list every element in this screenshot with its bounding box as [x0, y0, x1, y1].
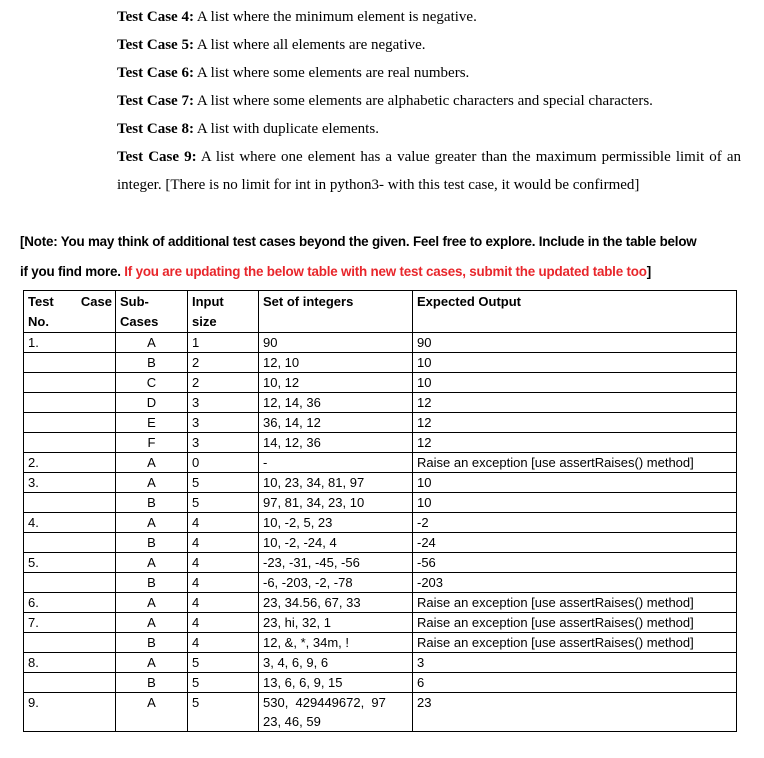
cell-expected-output: 10: [413, 473, 737, 493]
cell-integer-set: -6, -203, -2, -78: [259, 573, 413, 593]
test-case-text: A list where some elements are real numbers.: [196, 65, 470, 81]
note-line-1: [20, 233, 744, 251]
cell-sub-case: B: [116, 353, 188, 373]
cell-integer-set: -23, -31, -45, -56: [259, 553, 413, 573]
test-case-text: A list with duplicate elements.: [196, 121, 379, 137]
cell-test-no: [24, 413, 116, 433]
test-case-text: A list where the minimum element is negative.: [196, 9, 477, 25]
cell-input-size: 4: [188, 613, 259, 633]
cell-test-no: [24, 533, 116, 553]
cell-sub-case: A: [116, 333, 188, 353]
cell-test-no: [24, 393, 116, 413]
cell-sub-case: A: [116, 693, 188, 732]
cell-input-size: 1: [188, 333, 259, 353]
table-row: [24, 553, 737, 573]
table-row: [24, 473, 737, 493]
cell-integer-set: 3, 4, 6, 9, 6: [259, 653, 413, 673]
cell-test-no: 4.: [24, 513, 116, 533]
table-header-row: [24, 291, 737, 333]
table-row: [24, 533, 737, 553]
cell-sub-case: A: [116, 473, 188, 493]
cell-expected-output: -203: [413, 573, 737, 593]
cell-sub-case: B: [116, 673, 188, 693]
header-no-word: No.: [28, 314, 49, 329]
test-case-label: Test Case 9:: [117, 149, 197, 165]
cell-integer-set: 10, -2, 5, 23: [259, 513, 413, 533]
test-case-9: [117, 143, 741, 199]
cell-test-no: 1.: [24, 333, 116, 353]
cell-expected-output: 3: [413, 653, 737, 673]
cell-test-no: [24, 493, 116, 513]
cell-input-size: 5: [188, 673, 259, 693]
cell-integer-set: 14, 12, 36: [259, 433, 413, 453]
cell-expected-output: 90: [413, 333, 737, 353]
test-case-label: Test Case 6:: [117, 65, 194, 81]
cell-expected-output: 10: [413, 353, 737, 373]
cell-integer-set: 23, 34.56, 67, 33: [259, 593, 413, 613]
table-row: [24, 673, 737, 693]
cell-integer-set: 10, 23, 34, 81, 97: [259, 473, 413, 493]
cell-integer-set: [259, 693, 413, 732]
table-row: [24, 333, 737, 353]
cell-input-size: 2: [188, 373, 259, 393]
cell-input-size: 2: [188, 353, 259, 373]
cell-sub-case: A: [116, 593, 188, 613]
header-cases-word: Cases: [120, 314, 159, 329]
header-input-size: [188, 291, 259, 333]
cell-sub-case: A: [116, 613, 188, 633]
cell-expected-output: -56: [413, 553, 737, 573]
cell-sub-case: E: [116, 413, 188, 433]
test-case-label: Test Case 4:: [117, 9, 194, 25]
table-row: [24, 633, 737, 653]
cell-test-no: [24, 673, 116, 693]
note-text: [Note: You may think of additional test cases beyond the given. Feel free to explore. Include in the table below: [20, 234, 697, 249]
cell-input-size: 0: [188, 453, 259, 473]
cell-input-size: 3: [188, 413, 259, 433]
cell-test-no: 7.: [24, 613, 116, 633]
cell-test-no: [24, 573, 116, 593]
table-row: [24, 613, 737, 633]
header-sub-cases: [116, 291, 188, 333]
cell-sub-case: D: [116, 393, 188, 413]
cell-expected-output: 10: [413, 493, 737, 513]
table-row: [24, 653, 737, 673]
test-case-4: [117, 8, 477, 26]
cell-sub-case: A: [116, 553, 188, 573]
header-sub-word: Sub-: [120, 294, 149, 309]
cell-expected-output: 23: [413, 693, 737, 732]
cell-expected-output: -24: [413, 533, 737, 553]
test-case-8: [117, 120, 379, 138]
cell-expected-output: Raise an exception [use assertRaises() method]: [413, 593, 737, 613]
table-row: [24, 573, 737, 593]
cell-expected-output: Raise an exception [use assertRaises() method]: [413, 633, 737, 653]
cell-expected-output: Raise an exception [use assertRaises() method]: [413, 613, 737, 633]
cell-sub-case: A: [116, 513, 188, 533]
header-test-case-no: [24, 291, 116, 333]
cell-test-no: [24, 433, 116, 453]
header-case-word: Case: [80, 294, 112, 309]
integer-set-line-2: 23, 46, 59: [263, 714, 321, 729]
note-red-text: If you are updating the below table with new test cases, submit the updated table too: [124, 264, 647, 279]
cell-expected-output: 10: [413, 373, 737, 393]
test-case-text: A list where some elements are alphabetic characters and special characters.: [196, 93, 653, 109]
table-row: [24, 433, 737, 453]
note-text-cont: if you find more.: [20, 264, 125, 279]
cell-test-no: 8.: [24, 653, 116, 673]
cell-integer-set: 23, hi, 32, 1: [259, 613, 413, 633]
cell-expected-output: -2: [413, 513, 737, 533]
cell-test-no: 5.: [24, 553, 116, 573]
cell-expected-output: 12: [413, 393, 737, 413]
cell-sub-case: B: [116, 533, 188, 553]
cell-input-size: 3: [188, 433, 259, 453]
cell-expected-output: 6: [413, 673, 737, 693]
cell-test-no: [24, 353, 116, 373]
cell-integer-set: 97, 81, 34, 23, 10: [259, 493, 413, 513]
header-size-word: size: [192, 314, 217, 329]
table-row: [24, 393, 737, 413]
test-case-7: [117, 92, 653, 110]
cell-input-size: 5: [188, 493, 259, 513]
cell-expected-output: Raise an exception [use assertRaises() method]: [413, 453, 737, 473]
cell-test-no: 3.: [24, 473, 116, 493]
table-row: [24, 353, 737, 373]
integer-set-line-1: 530, 429449672, 97: [263, 695, 386, 710]
table-row: [24, 493, 737, 513]
cell-sub-case: B: [116, 633, 188, 653]
cell-integer-set: 10, -2, -24, 4: [259, 533, 413, 553]
cell-input-size: 4: [188, 593, 259, 613]
test-case-5: [117, 36, 426, 54]
header-test-word: Test: [28, 294, 54, 309]
cell-expected-output: 12: [413, 413, 737, 433]
note-line-2: [20, 263, 744, 281]
test-case-6: [117, 64, 469, 82]
cell-integer-set: 90: [259, 333, 413, 353]
cell-test-no: [24, 373, 116, 393]
cell-input-size: 4: [188, 513, 259, 533]
cell-test-no: 6.: [24, 593, 116, 613]
table-row: [24, 413, 737, 433]
test-case-label: Test Case 5:: [117, 37, 194, 53]
cell-input-size: 5: [188, 653, 259, 673]
table-row: [24, 453, 737, 473]
test-case-text: A list where one element has a value greater than the maximum permissible limit of an integer. [There is no limit for int in python3- with this test case, it would be confirmed]: [117, 149, 741, 193]
test-case-label: Test Case 8:: [117, 121, 194, 137]
cell-input-size: 4: [188, 573, 259, 593]
header-input-word: Input: [192, 294, 224, 309]
cell-integer-set: 12, &, *, 34m, !: [259, 633, 413, 653]
cell-integer-set: 10, 12: [259, 373, 413, 393]
cell-sub-case: B: [116, 493, 188, 513]
cell-expected-output: 12: [413, 433, 737, 453]
test-case-label: Test Case 7:: [117, 93, 194, 109]
cell-sub-case: F: [116, 433, 188, 453]
cell-input-size: 5: [188, 693, 259, 732]
cell-sub-case: C: [116, 373, 188, 393]
note-close-bracket: ]: [646, 264, 651, 279]
cell-sub-case: A: [116, 453, 188, 473]
header-set-of-integers: Set of integers: [259, 291, 413, 333]
test-case-table: [23, 290, 737, 732]
header-expected-output: Expected Output: [413, 291, 737, 333]
cell-input-size: 4: [188, 553, 259, 573]
cell-input-size: 3: [188, 393, 259, 413]
cell-input-size: 5: [188, 473, 259, 493]
test-case-text: A list where all elements are negative.: [196, 37, 426, 53]
cell-integer-set: 13, 6, 6, 9, 15: [259, 673, 413, 693]
table-row: [24, 593, 737, 613]
cell-test-no: [24, 633, 116, 653]
table-row: [24, 513, 737, 533]
table-row: [24, 373, 737, 393]
cell-integer-set: 12, 14, 36: [259, 393, 413, 413]
cell-sub-case: B: [116, 573, 188, 593]
cell-integer-set: 36, 14, 12: [259, 413, 413, 433]
cell-integer-set: -: [259, 453, 413, 473]
cell-sub-case: A: [116, 653, 188, 673]
table-row: [24, 693, 737, 732]
cell-test-no: 2.: [24, 453, 116, 473]
cell-integer-set: 12, 10: [259, 353, 413, 373]
cell-test-no: 9.: [24, 693, 116, 732]
cell-input-size: 4: [188, 633, 259, 653]
cell-input-size: 4: [188, 533, 259, 553]
